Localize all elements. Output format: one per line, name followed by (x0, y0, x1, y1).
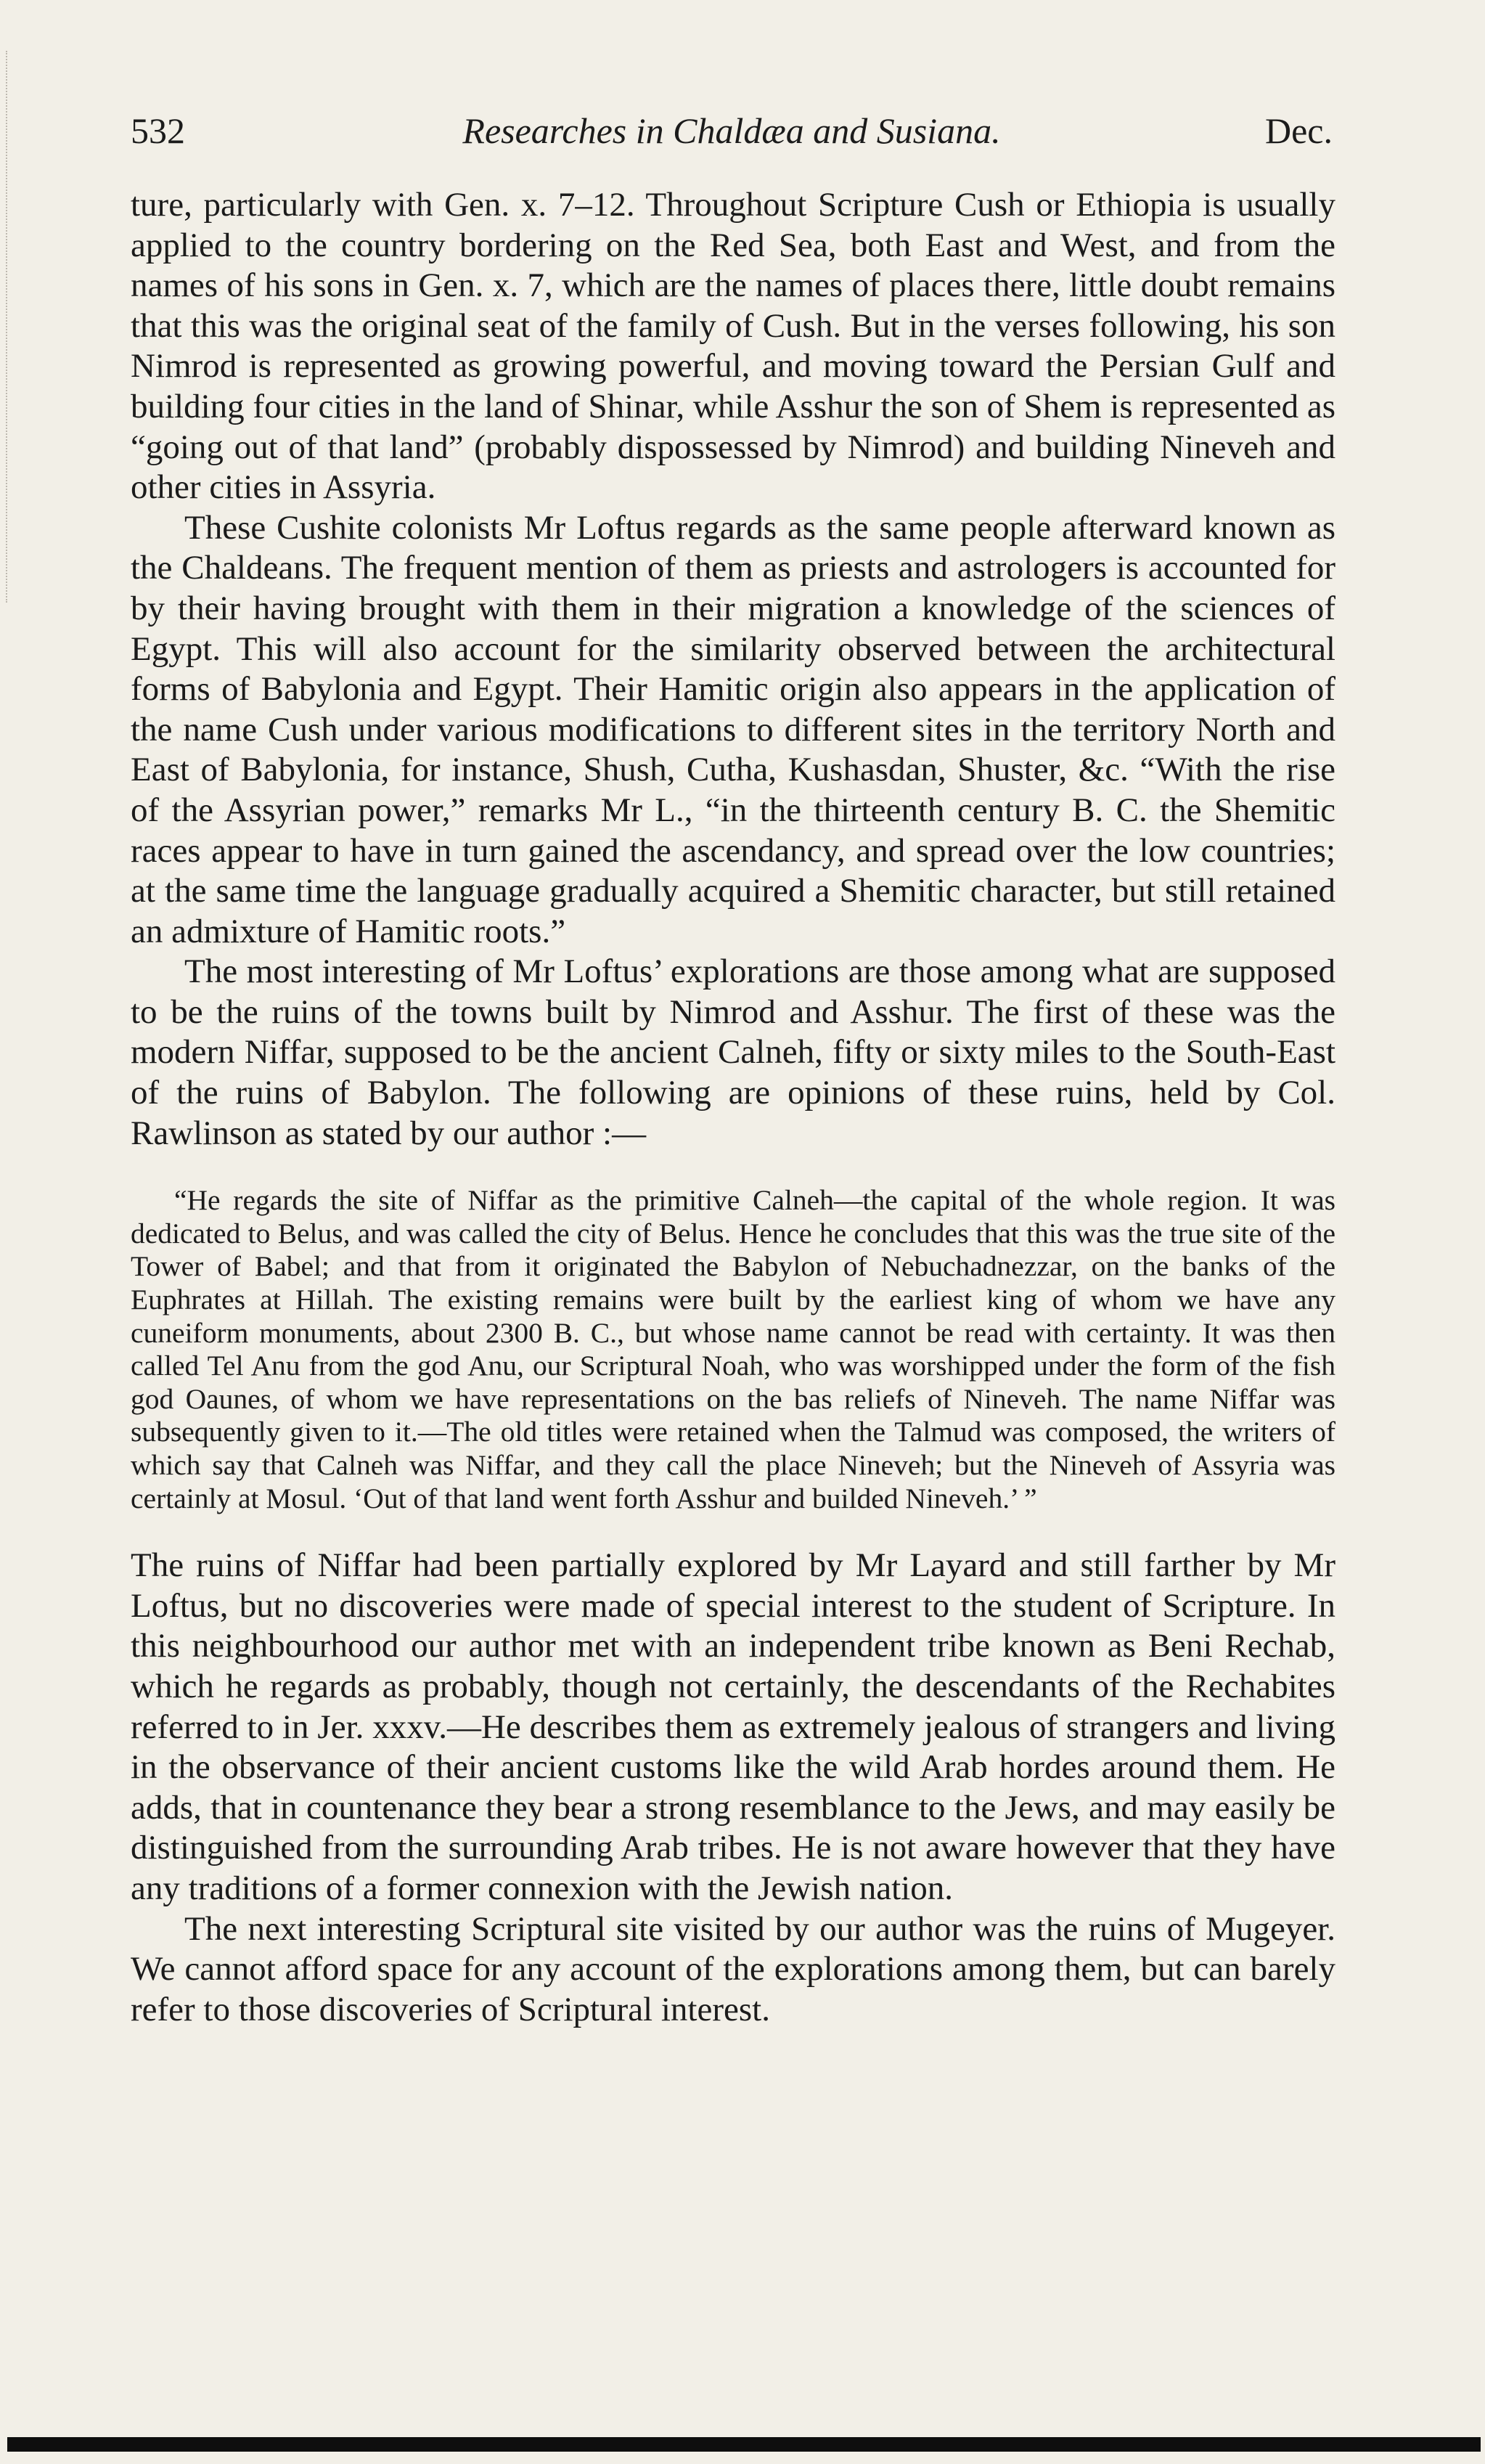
footer-rule (7, 2437, 1481, 2452)
running-header (131, 102, 1333, 160)
running-date: Dec. (1265, 110, 1333, 151)
article-body (131, 185, 1335, 2030)
paragraph: The ruins of Niffar had been partially explored by Mr Layard and still farther by Mr Loftus, but no discoveries were made of special interest to the student of Scripture. In this neighbourhood our author met with an independent tribe known as Beni Rechab, which he regards as probably, though not certainly, the descendants of the Rechabites referred to in Jer. xxxv.—He describes them as extremely jealous of strangers and living in the observance of their ancient customs like the wild Arab hordes around them. He adds, that in countenance they bear a strong resemblance to the Jews, and may easily be distinguished from the surrounding Arab tribes. He is not aware however that they have any traditions of a former connexion with the Jewish nation. (131, 1546, 1335, 1907)
binding-edge (6, 51, 15, 603)
paragraph: The next interesting Scriptural site visited by our author was the ruins of Mugeyer. We cannot afford space for any account of the explorations among them, but can barely refer to those discoveries of Scriptural interest. (131, 1909, 1335, 2028)
paragraph: The most interesting of Mr Loftus’ explorations are those among what are supposed to be the ruins of the towns built by Nimrod and Asshur. The first of these was the modern Niffar, supposed to be the ancient Calneh, fifty or sixty miles to the South-East of the ruins of Babylon. The following are opinions of these ruins, held by Col. Rawlinson as stated by our author :— (131, 952, 1335, 1152)
paragraph: ture, particularly with Gen. x. 7–12. Throughout Scripture Cush or Ethiopia is usually applied to the country bordering on the Red Sea, both East and West, and from the names of his sons in Gen. x. 7, which are the names of places there, little doubt remains that this was the original seat of the family of Cush. But in the verses following, his son Nimrod is represented as growing powerful, and moving toward the Persian Gulf and building four cities in the land of Shinar, while Asshur the son of Shem is represented as “going out of that land” (probably dispossessed by Nimrod) and building Nineveh and other cities in Assyria. (131, 186, 1335, 507)
paragraph: These Cushite colonists Mr Loftus regards as the same people afterward known as the Chaldeans. The frequent mention of them as priests and astrologers is accounted for by their having brought with them in their migration a knowledge of the sciences of Egypt. This will also account for the similarity observed between the architectural forms of Babylonia and Egypt. Their Hamitic origin also appears in the application of the name Cush under various modifications to different sites in the territory North and East of Babylonia, for instance, Shush, Cutha, Kushasdan, Shuster, &c. “With the rise of the Assyrian power,” remarks Mr L., “in the thirteenth century B. C. the Shemitic races appear to have in turn gained the ascendancy, and spread over the low countries; at the same time the language gradually acquired a Shemitic character, but still retained an admixture of Hamitic roots.” (131, 508, 1335, 950)
running-title: Researches in Chaldæa and Susiana. (462, 110, 1001, 151)
block-quote: “He regards the site of Niffar as the primitive Calneh—the capital of the whole region. It was dedicated to Belus, and was called the city of Belus. Hence he concludes that this was the true site of the Tower of Babel; and that from it originated the Babylon of Nebuchadnezzar, on the banks of the Euphrates at Hillah. The existing remains were built by the earliest king of whom we have any cuneiform monuments, about 2300 B. C., but whose name cannot be read with certainty. It was then called Tel Anu from the god Anu, our Scriptural Noah, who was worshipped under the form of the fish god Oaunes, of whom we have representations on the bas reliefs of Nineveh. The name Niffar was subsequently given to it.—The old titles were retained when the Talmud was composed, the writers of which say that Calneh was Niffar, and they call the place Nineveh; but the Nineveh of Assyria was certainly at Mosul. ‘Out of that land went forth Asshur and builded Nineveh.’ ” (131, 1184, 1335, 1514)
page-number: 532 (131, 110, 185, 151)
